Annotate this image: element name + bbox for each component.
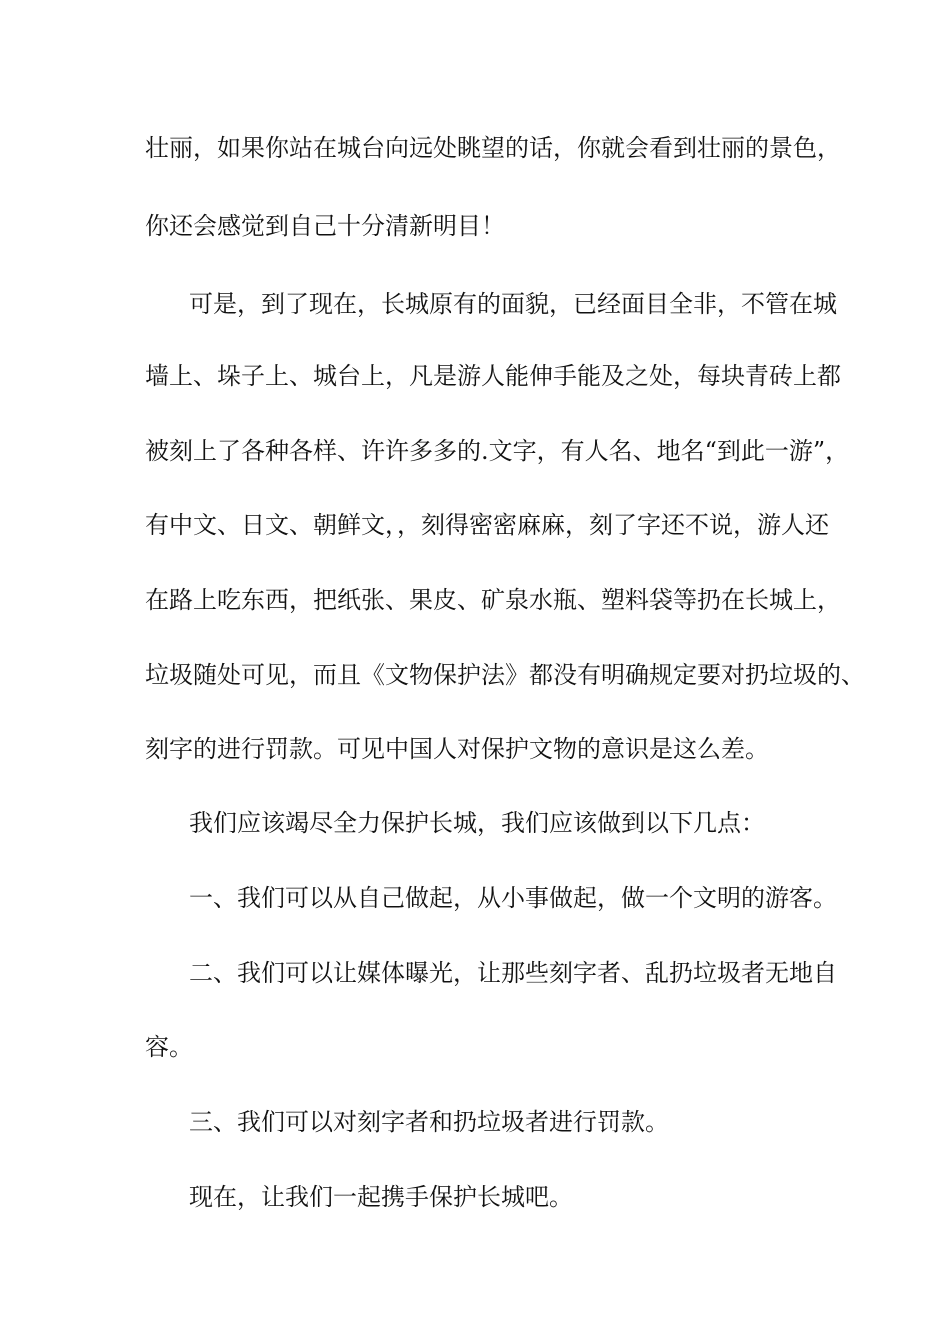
paragraph-line: 我们应该竭尽全力保护长城，我们应该做到以下几点： bbox=[189, 809, 765, 837]
paragraph-line: 刻字的进行罚款。可见中国人对保护文物的意识是这么差。 bbox=[145, 735, 769, 763]
list-item: 二、我们可以让媒体曝光，让那些刻字者、乱扔垃圾者无地自 bbox=[189, 959, 837, 987]
paragraph-line: 有中文、日文、朝鲜文，，刻得密密麻麻，刻了字还不说，游人还 bbox=[145, 511, 829, 539]
paragraph-line: 墙上、垛子上、城台上，凡是游人能伸手能及之处，每块青砖上都 bbox=[145, 362, 841, 390]
list-item: 三、我们可以对刻字者和扔垃圾者进行罚款。 bbox=[189, 1108, 669, 1136]
list-item: 一、我们可以从自己做起，从小事做起，做一个文明的游客。 bbox=[189, 884, 837, 912]
paragraph-line: 可是，到了现在，长城原有的面貌，已经面目全非，不管在城 bbox=[189, 290, 837, 318]
paragraph-line: 现在，让我们一起携手保护长城吧。 bbox=[189, 1183, 573, 1211]
paragraph-line: 垃圾随处可见，而且《文物保护法》都没有明确规定要对扔垃圾的、 bbox=[145, 661, 865, 689]
paragraph-line: 容。 bbox=[145, 1033, 193, 1061]
paragraph-line: 在路上吃东西，把纸张、果皮、矿泉水瓶、塑料袋等扔在长城上， bbox=[145, 586, 841, 614]
paragraph-line: 壮丽，如果你站在城台向远处眺望的话，你就会看到壮丽的景色， bbox=[145, 134, 841, 162]
paragraph-line: 你还会感觉到自己十分清新明目！ bbox=[145, 212, 505, 240]
paragraph-line: 被刻上了各种各样、许许多多的.文字，有人名、地名“到此一游”， bbox=[145, 437, 850, 465]
